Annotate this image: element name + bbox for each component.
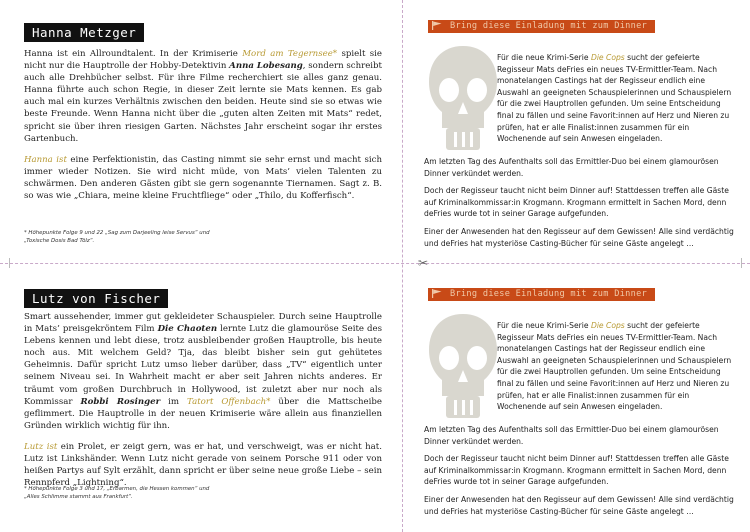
invitation-banner <box>428 20 655 33</box>
hanna-footnote: * Höhepunkte Folge 9 und 22 „Sag zum Darjeeling leise Servus“ und „Toxische Dosis Bad Tölz“. <box>24 230 210 244</box>
text-run: spielt sie nicht nur die Hauptrolle der Hobby-Detektivin <box>24 49 383 72</box>
text-run: Für die neue Krimi-Serie <box>497 321 591 330</box>
text-run: lernte Lutz die glamouröse Seite des Lebens kennen und lebt diese, trotz ausbleibender großen Hauptrolle, bis heute noch aus. Mit welchem Geld? Tja, das bleibt bisher sein gut gehütetes Geheimnis. Dafür spricht Lutz umso lieber darüber, dass „TV“ eigentlich unter seinem Niveau sei. In Wahrheit macht er aber seit Jahren nichts anderes. Er träumt vom großen Durchbruch in Hollywood, ist zuletzt aber nur noch als Kommissar <box>24 324 383 407</box>
text-run: Robbi Rosinger <box>80 396 161 407</box>
text-run: sucht der gefeierte Regisseur Mats deFries ein neues TV-Ermittler-Team. Nach monatelangen Castings hat der Regisseur endlich eine Auswahl an geeigneten Schauspielerinnen und Schauspielern für die zwei Hauptrollen gefunden. Um seine Entscheidung final zu fällen und seine Favorit:innen auf Herz und Nieren zu prüfen, hat er alle Finalist:innen zusammen für ein Wochenende auf sein Anwesen eingeladen. <box>497 53 732 144</box>
text-run: Anna Lobesang <box>229 61 303 72</box>
text-run: über die Mattscheibe geflimmert. Die Hauptrolle in der neuen Krimiserie wäre allein aus finanziellen Gründen wirklich wichtig für ihn. <box>24 396 382 431</box>
invitation-paragraph-4: Einer der Anwesenden hat den Regisseur auf dem Gewissen! Alle sind verdächtig und deFries hat mysteriöse Casting-Bücher für seine Gäste angelegt … <box>424 226 734 248</box>
invitation-paragraph-3: Doch der Regisseur taucht nicht beim Dinner auf! Stattdessen treffen alle Gäste auf Kriminalkommissar:in Krogmann. Krogmann ermittelt in Sachen Mord, denn deFries wurde tot in seiner Garage aufgefunden. <box>424 454 729 487</box>
crop-mark <box>9 258 10 268</box>
lutz-name-tag: Lutz von Fischer <box>24 289 168 308</box>
scissors-icon: ✂ <box>418 256 429 270</box>
hanna-body <box>24 48 382 202</box>
hanna-panel <box>24 22 383 244</box>
invitation-banner <box>428 288 655 301</box>
lutz-panel <box>24 288 382 498</box>
text-run: Hanna ist <box>24 154 67 165</box>
text-run: Für die neue Krimi-Serie <box>497 53 591 62</box>
invitation-paragraph-1 <box>497 320 733 413</box>
invitation-banner-text: Bring diese Einladung mit zum Dinner <box>450 21 648 31</box>
horizontal-cut-line <box>0 263 750 264</box>
lutz-paragraph-1 <box>24 311 382 432</box>
hanna-name-tag: Hanna Metzger <box>24 23 144 42</box>
text-run: Hanna ist ein Allroundtalent. In der Krimiserie <box>24 49 243 59</box>
invitation-banner-text: Bring diese Einladung mit zum Dinner <box>450 289 648 299</box>
invitation-paragraph-3: Doch der Regisseur taucht nicht beim Dinner auf! Stattdessen treffen alle Gäste auf Kriminalkommissar:in Krogmann. Krogmann ermittelt in Sachen Mord, denn deFries wurde tot in seiner Garage aufgefunden. <box>424 186 729 219</box>
hanna-paragraph-1 <box>24 48 382 145</box>
text-run: Die Cops <box>590 53 625 62</box>
text-run: Tatort Offenbach* <box>187 396 271 407</box>
invitation-top <box>420 16 740 256</box>
text-run: Die Cops <box>590 321 625 330</box>
invitation-paragraph-4: Einer der Anwesenden hat den Regisseur auf dem Gewissen! Alle sind verdächtig und deFries hat mysteriöse Casting-Bücher für seine Gäste angelegt … <box>424 494 734 516</box>
invitation-paragraph-2: Am letzten Tag des Aufenthalts soll das Ermittler-Duo bei einem glamourösen Dinner verkündet werden. <box>424 157 719 178</box>
invitation-rest <box>424 424 736 523</box>
text-run: Smart aussehender, immer gut gekleideter Schauspieler. Durch seine Hauptrolle in Mats’ preisgekröntem Film <box>24 312 382 335</box>
text-run: Lutz ist <box>24 441 58 452</box>
invitation-intro <box>497 320 733 419</box>
lutz-footnote: * Höhepunkte Folge 3 und 17, „Erbarmen, die Hessen kommen“ und „Alles Schlimme stammt aus Frankfurt“. <box>24 486 210 500</box>
text-run: eine Perfektionistin, das Casting nimmt sie sehr ernst und macht sich immer wieder Notizen. Sie wird nicht müde, von Mats’ vielen Talenten zu schwärmen. Den anderen Gästen gibt sie gern sogenannte Tiernamen. Sagt z. B. so was wie „Chiara, meine kleine Fruchtfliege“ oder „Thilo, du Kofferfisch“. <box>24 154 382 202</box>
flag-icon <box>432 21 442 30</box>
invitation-intro <box>497 52 733 151</box>
hanna-paragraph-2 <box>24 154 382 202</box>
invitation-paragraph-2: Am letzten Tag des Aufenthalts soll das Ermittler-Duo bei einem glamourösen Dinner verkündet werden. <box>424 425 719 446</box>
crop-mark <box>741 258 742 268</box>
invitation-paragraph-1 <box>497 52 733 145</box>
vertical-cut-line <box>402 0 403 532</box>
lutz-body <box>24 311 382 489</box>
flag-icon <box>432 289 442 298</box>
text-run: Die Chaoten <box>157 324 218 335</box>
invitation-rest <box>424 156 736 255</box>
text-run: Mord am Tegernsee* <box>242 49 338 59</box>
invitation-bottom <box>420 284 740 524</box>
text-run: , sondern schreibt auch alle Drehbücher selbst. Für ihre Filme recherchiert sie alles ganz genau. Hanna führte auch schon Regie, in dieser Zeit lernte sie Mats kennen. Es gab auch mal ein kurzes Verhältnis zwischen den beiden. Heute sind sie so etwas wie beste Freunde. Wenn Hanna nicht über die „guten alten Zeiten mit Mats“ redet, spricht sie über ihren riesigen Garten. Nächstes Jahr erscheint sogar ihr erstes Gartenbuch. <box>24 61 382 144</box>
text-run: im <box>160 396 188 407</box>
text-run: sucht der gefeierte Regisseur Mats deFries ein neues TV-Ermittler-Team. Nach monatelangen Castings hat der Regisseur endlich eine Auswahl an geeigneten Schauspielerinnen und Schauspielern für die zwei Hauptrollen gefunden. Um seine Entscheidung final zu fällen und seine Favorit:innen auf Herz und Nieren zu prüfen, hat er alle Finalist:innen zusammen für ein Wochenende auf sein Anwesen eingeladen. <box>497 321 732 412</box>
skull-icon <box>426 44 500 154</box>
text-run: ein Prolet, er zeigt gern, was er hat, und verschweigt, was er nicht hat. Lutz ist Linkshänder. Wenn Lutz nicht gerade von seinem Porsche 911 oder von heißen Partys auf Sylt erzählt, dann spricht er über seine neue große Liebe – sein Rennpferd „Lightning“. <box>24 441 382 489</box>
skull-icon <box>426 312 500 422</box>
lutz-paragraph-2 <box>24 441 382 489</box>
